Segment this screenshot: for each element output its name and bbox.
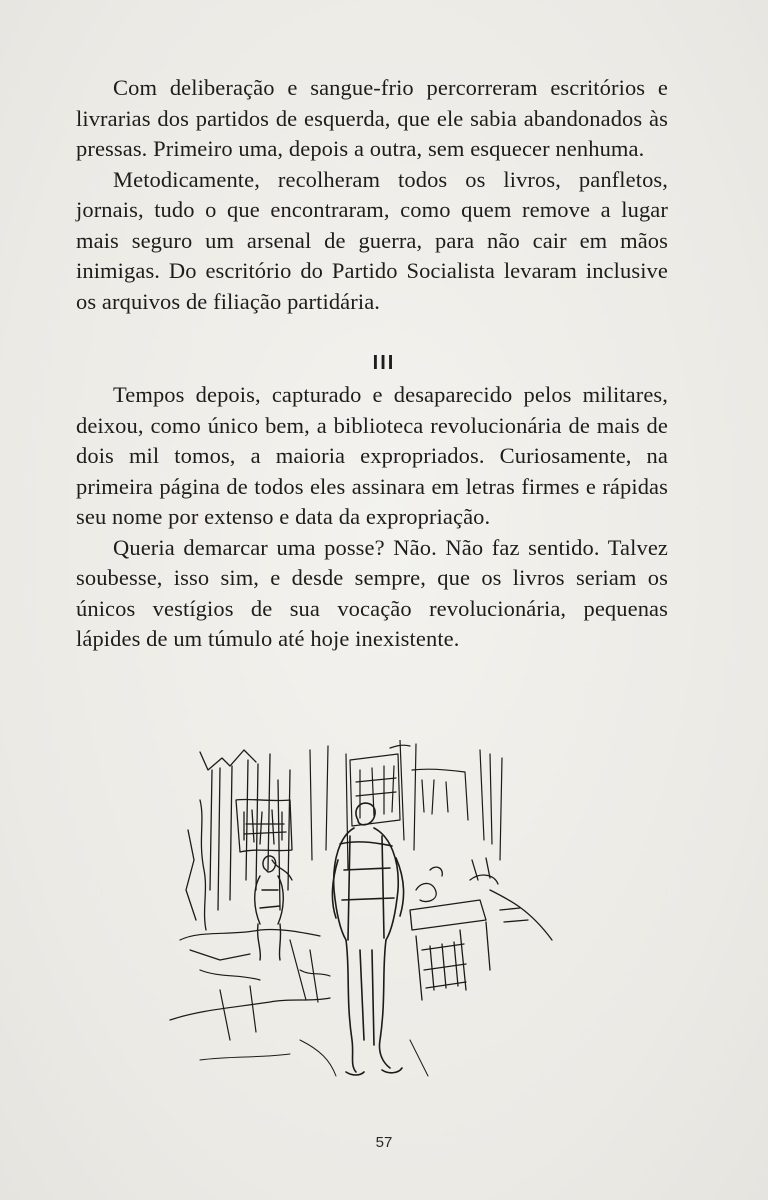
paragraph: Tempos depois, capturado e desaparecido pelos militares, deixou, como único bem, a biblioteca revolucionária de mais de dois mil tomos, a maioria expropriados. Curiosamente, na primeira página de todos eles assinara em letras firmes e rápidas seu nome por extenso e data da expropriação.	[76, 382, 668, 529]
ink-sketch-illustration	[160, 740, 560, 1080]
paragraph: Metodicamente, recolheram todos os livros, panfletos, jornais, tudo o que encontraram, como quem remove a lugar mais seguro um arsenal de guerra, para não cair em mãos inimigas. Do escritório do Partido Socialista levaram inclusive os arquivos de filiação partidária.	[76, 166, 668, 314]
page-number: 57	[375, 1134, 393, 1151]
section-2-text	[76, 380, 668, 655]
section-heading: III	[372, 352, 396, 374]
paragraph: Com deliberação e sangue-frio percorreram escritórios e livrarias dos partidos de esquerda, que ele sabia abandonados às pressas. Primeiro uma, depois a outra, sem esquecer nenhuma.	[76, 75, 668, 161]
section-1-text	[76, 73, 668, 317]
paragraph: Queria demarcar uma posse? Não. Não faz sentido. Talvez soubesse, isso sim, e desde sempre, que os livros seriam os únicos vestígios de sua vocação revolucionária, pequenas lápides de um túmulo até hoje inexistente.	[76, 534, 668, 651]
